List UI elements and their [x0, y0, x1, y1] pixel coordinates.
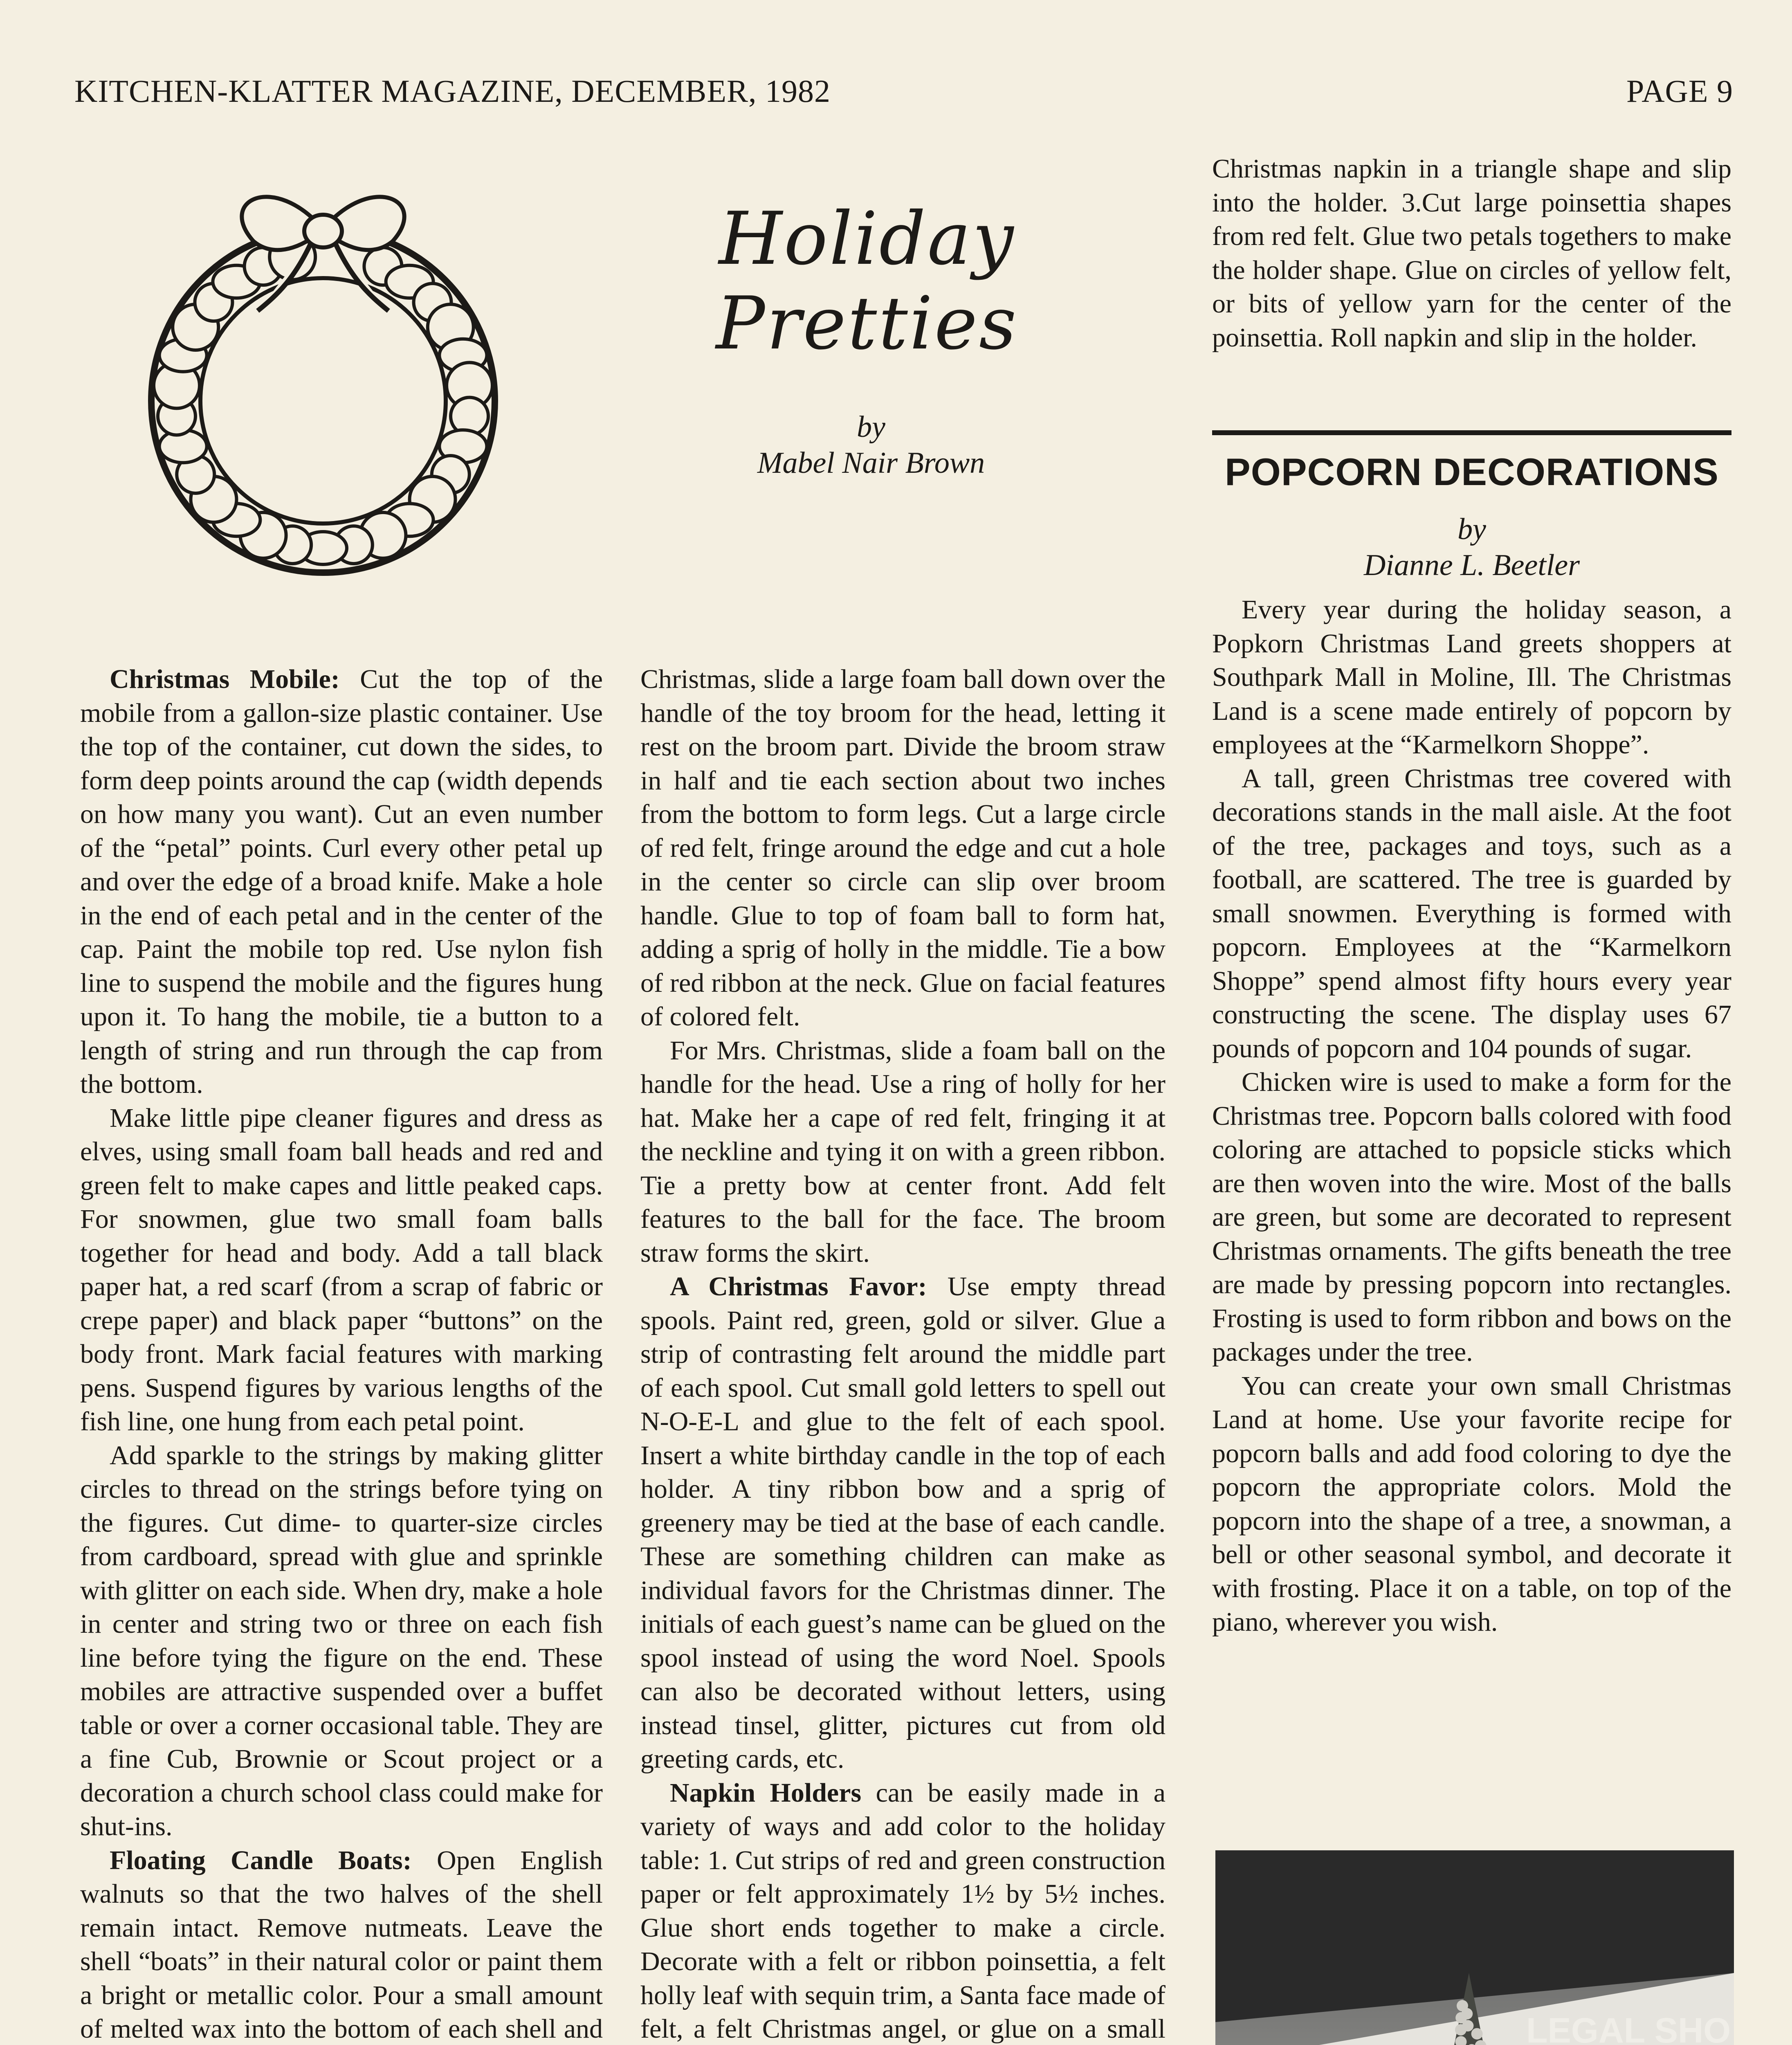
mrs-christmas-paragraph: For Mrs. Christmas, slide a foam ball on the handle for the head. Use a ring of holly for her hat. Make her a cape of red felt, fringing it at the neckline and tying it on with a green ribbon. Tie a pretty bow at center front. Add felt features to the ball for the face. The broom straw forms the skirt. — [640, 1035, 1165, 1268]
tree-ornament — [1461, 2008, 1473, 2020]
christmas-display-photo — [1215, 1850, 1734, 2045]
column-2 — [640, 663, 1165, 2045]
christmas-favor-text: Use empty thread spools. Paint red, green, gold or silver. Glue a strip of contrasting felt around the middle part of each spool. Cut small gold letters to spell out N-O-E-L and glue to the felt of each spool. Insert a white birthday candle in the top of each holder. A tiny ribbon bow and a sprig of greenery may be tied at the base of each candle. These are something children can make as individual favors for the Christmas dinner. The initials of each guest’s name can be glued on the spool instead of using the word Noel. Spools can also be decorated without letters, using instead tinsel, glitter, pictures cut from old greeting cards, etc. — [640, 1272, 1166, 1774]
candle-boats-heading: Floating Candle Boats: — [110, 1845, 412, 1875]
photo-store-sign: LEGAL SHO — [1526, 2011, 1731, 2045]
mr-christmas-paragraph: Christmas, slide a large foam ball down over the handle of the toy broom for the head, letting it rest on the broom part. Divide the broom straw in half and tie each section about two inches from the bottom to form legs. Cut a large circle of red felt, fringe around the edge and cut a hole in the center so circle can slip over broom handle. Glue to top of foam ball to form hat, adding a sprig of holly in the middle. Tie a bow of red ribbon at the neck. Glue on facial features of colored felt. — [640, 664, 1165, 1031]
column-3 — [1212, 593, 1731, 1639]
page-number: PAGE 9 — [1626, 73, 1733, 109]
popcorn-p2: A tall, green Christmas tree covered with decorations stands in the mall aisle. At the foot of the tree, packages and toys, such as a football, are scattered. The tree is guarded by small snowmen. Everything is formed with popcorn. Employees at the “Karmelkorn Shoppe” spend almost fifty hours every year constructing the scene. The display uses 67 pounds of popcorn and 104 pounds of sugar. — [1212, 763, 1731, 1063]
popcorn-byline — [1212, 511, 1731, 583]
popcorn-author: Dianne L. Beetler — [1363, 548, 1580, 582]
popcorn-p4: You can create your own small Christmas Land at home. Use your favorite recipe for popcorn balls and add food coloring to dye the popcorn the appropriate colors. Mold the popcorn into the shape of a tree, a snowman, a bell or other seasonal symbol, and decorate it with frosting. Place it on a table, on top of the piano, wherever you wish. — [1212, 1371, 1731, 1637]
popcorn-by: by — [1457, 512, 1486, 546]
christmas-favor-heading: A Christmas Favor: — [670, 1272, 927, 1301]
byline-by: by — [857, 410, 885, 444]
napkin-continuation-text: Christmas napkin in a triangle shape and slip into the holder. 3.Cut large poinsettia shapes from red felt. Glue two petals togethers to make the holder shape. Glue on circles of yellow felt, or bits of yellow yarn for the center of the poinsettia. Roll napkin and slip in the holder. — [1212, 154, 1731, 353]
candle-boats-paragraph — [80, 1844, 603, 2045]
section-divider — [1212, 430, 1731, 435]
christmas-favor-paragraph — [640, 1270, 1165, 1776]
popcorn-title: POPCORN DECORATIONS — [1225, 450, 1719, 493]
popcorn-p1: Every year during the holiday season, a Popkorn Christmas Land greets shoppers at Southpark Mall in Moline, Ill. The Christmas Land is a scene made entirely of popcorn by employees at the “Karmelkorn Shoppe”. — [1212, 595, 1731, 760]
popcorn-p3: Chicken wire is used to make a form for the Christmas tree. Popcorn balls colored with food coloring are attached to popsicle sticks which are then woven into the wire. Most of the balls are green, but some are decorated to represent Christmas ornaments. The gifts beneath the tree are made by pressing popcorn into rectangles. Frosting is used to form ribbon and bows on the packages under the tree. — [1212, 1067, 1731, 1367]
christmas-mobile-heading: Christmas Mobile: — [110, 664, 340, 694]
magazine-header: KITCHEN-KLATTER MAGAZINE, DECEMBER, 1982 — [74, 73, 831, 109]
napkin-continuation — [1212, 152, 1731, 355]
column-1 — [80, 663, 603, 2045]
sparkle-paragraph: Add sparkle to the strings by making glitter circles to thread on the strings before tying on the figures. Cut dime- to quarter-size circles from cardboard, spread with glue and sprinkle with glitter on each side. When dry, make a hole in center and string two or three on each fish line before tying the figure on the end. These mobiles are attractive suspended over a buffet table or over a corner occasional table. They are a fine Cub, Brownie or Scout project or a decoration a church school class could make for shut-ins. — [80, 1440, 603, 1841]
christmas-mobile-text: Cut the top of the mobile from a gallon-size plastic container. Use the top of the container, cut down the sides, to form deep points around the cap (width depends on how many you want). Cut an even number of the “petal” points. Curl every other petal up and over the edge of a broad knife. Make a hole in the end of each petal and in the center of the cap. Paint the mobile top red. Use nylon fish line to suspend the mobile and the figures hung upon it. To hang the mobile, tie a button to a length of string and run through the cap from the bottom. — [80, 664, 603, 1099]
wreath-illustration — [82, 139, 564, 622]
feature-title: Holiday Pretties — [716, 196, 1018, 366]
christmas-mobile-paragraph — [80, 663, 603, 1101]
napkin-holders-text: can be easily made in a variety of ways and add color to the holiday table: 1. Cut strips of red and green construction paper or felt approximately 1½ by 5½ inches. Glue short ends together to make a circle. Decorate with a felt or ribbon poinsettia, a felt holly leaf with sequin trim, a Santa face made of felt, a felt Christmas angel, or glue on a small — [640, 1778, 1165, 2044]
napkin-holders-heading: Napkin Holders — [670, 1778, 862, 1808]
feature-author: Mabel Nair Brown — [757, 446, 985, 480]
napkin-holders-paragraph — [640, 1776, 1165, 2045]
pipe-cleaner-paragraph: Make little pipe cleaner figures and dress as elves, using small foam ball heads and red and green felt to make capes and little peaked caps. For snowmen, glue two small foam balls together for head and body. Add a tall black paper hat, a red scarf (from a scrap of fabric or crepe paper) and black paper “buttons” on the body front. Mark facial features with marking pens. Suspend figures by various lengths of the fish line, one hung from each petal point. — [80, 1103, 603, 1436]
tree-ornament — [1471, 2028, 1483, 2040]
candle-boats-text: Open English walnuts so that the two halves of the shell remain intact. Remove nutmeats. Leave the shell “boats” in their natural color or paint them a bright or metallic color. Pour a small amount of melted wax into the bottom of each shell and — [80, 1845, 603, 2044]
feature-byline — [646, 409, 1096, 481]
tree-ornament — [1462, 2020, 1473, 2032]
